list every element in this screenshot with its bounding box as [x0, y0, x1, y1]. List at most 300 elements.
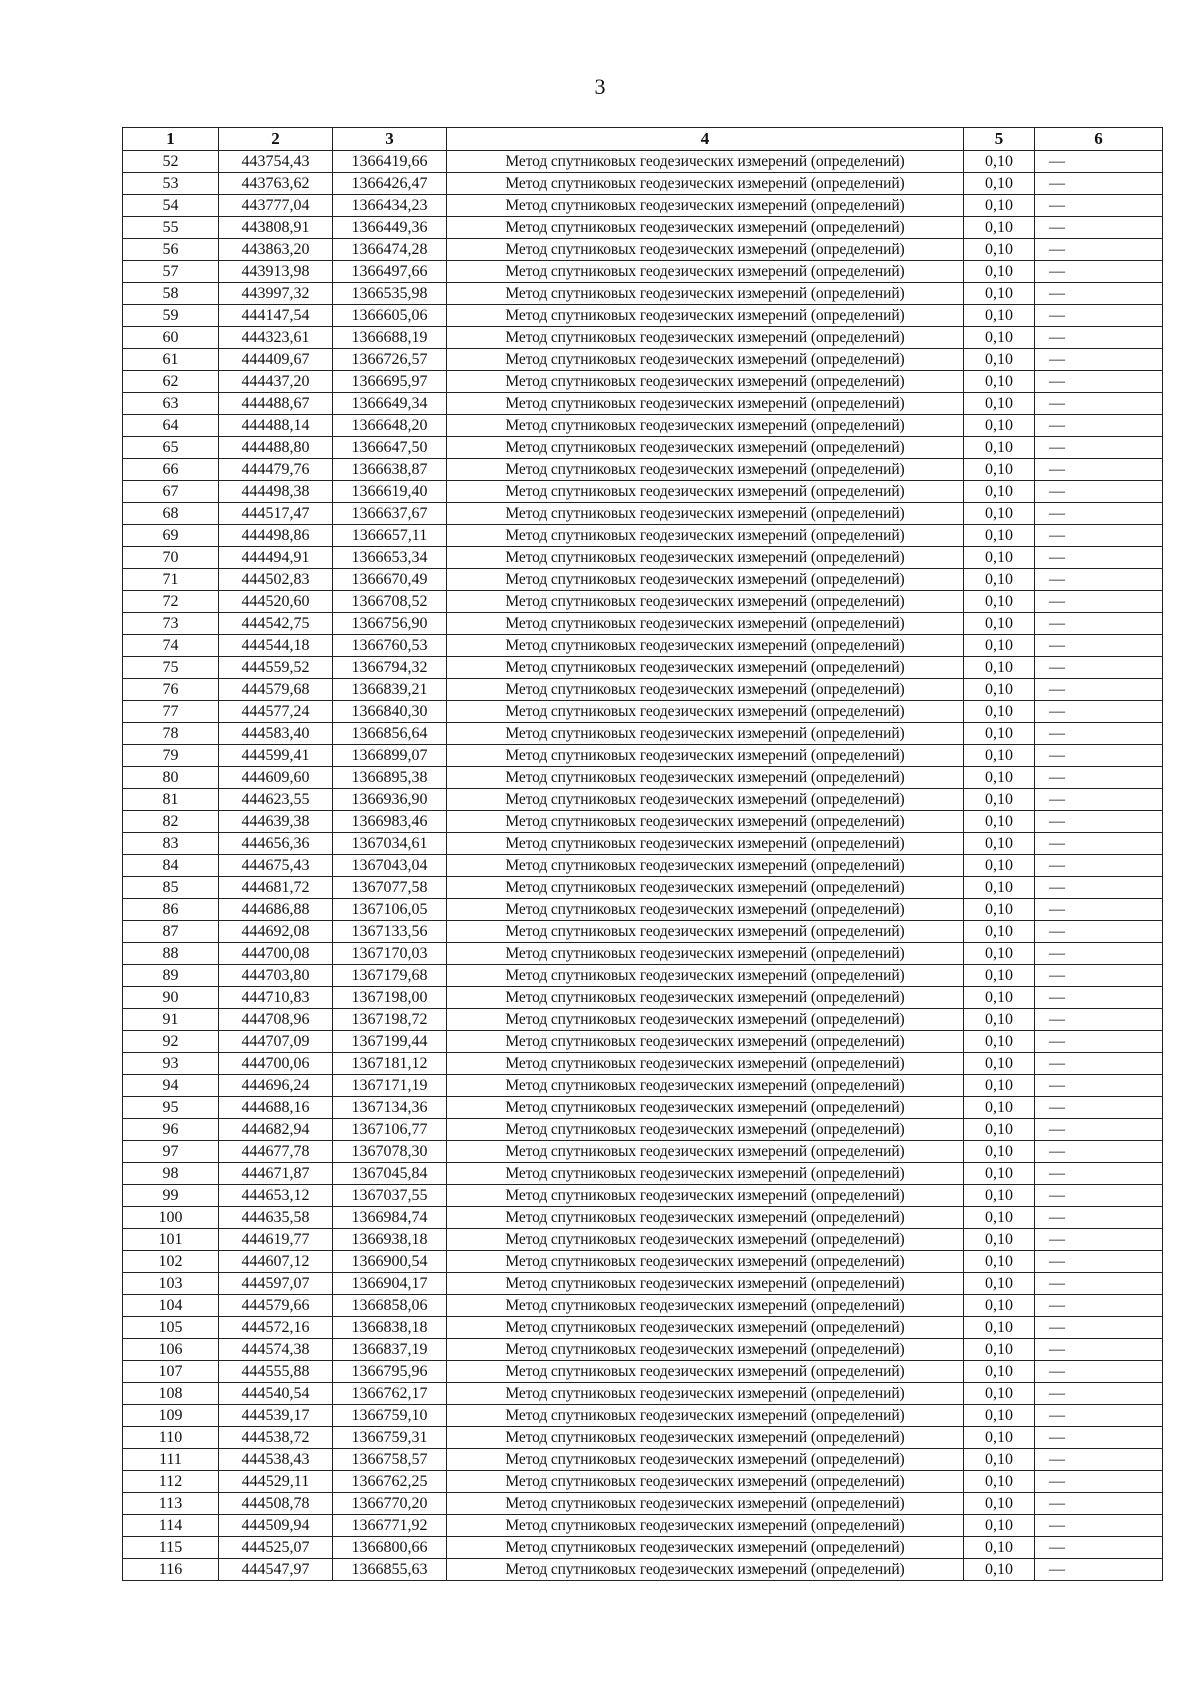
x-coordinate-cell: 444517,47 [219, 503, 333, 525]
note-cell: — [1035, 349, 1163, 371]
y-coordinate-cell: 1366936,90 [333, 789, 447, 811]
note-cell: — [1035, 459, 1163, 481]
point-number-cell: 102 [123, 1251, 219, 1273]
method-cell: Метод спутниковых геодезических измерений (определений) [447, 1031, 964, 1053]
accuracy-cell: 0,10 [964, 525, 1035, 547]
accuracy-cell: 0,10 [964, 371, 1035, 393]
method-cell: Метод спутниковых геодезических измерений (определений) [447, 261, 964, 283]
x-coordinate-cell: 444508,78 [219, 1493, 333, 1515]
table-row [123, 789, 1163, 811]
method-cell: Метод спутниковых геодезических измерений (определений) [447, 723, 964, 745]
accuracy-cell: 0,10 [964, 1361, 1035, 1383]
table-row [123, 679, 1163, 701]
note-cell: — [1035, 151, 1163, 173]
y-coordinate-cell: 1366900,54 [333, 1251, 447, 1273]
y-coordinate-cell: 1366726,57 [333, 349, 447, 371]
table-row [123, 547, 1163, 569]
table-row [123, 1273, 1163, 1295]
accuracy-cell: 0,10 [964, 1559, 1035, 1581]
note-cell: — [1035, 1009, 1163, 1031]
method-cell: Метод спутниковых геодезических измерений (определений) [447, 855, 964, 877]
x-coordinate-cell: 444623,55 [219, 789, 333, 811]
point-number-cell: 53 [123, 173, 219, 195]
accuracy-cell: 0,10 [964, 437, 1035, 459]
table-row [123, 503, 1163, 525]
accuracy-cell: 0,10 [964, 767, 1035, 789]
note-cell: — [1035, 1229, 1163, 1251]
point-number-cell: 66 [123, 459, 219, 481]
method-cell: Метод спутниковых геодезических измерений (определений) [447, 195, 964, 217]
x-coordinate-cell: 444696,24 [219, 1075, 333, 1097]
point-number-cell: 71 [123, 569, 219, 591]
method-cell: Метод спутниковых геодезических измерений (определений) [447, 1141, 964, 1163]
x-coordinate-cell: 444538,72 [219, 1427, 333, 1449]
table-row [123, 943, 1163, 965]
table-row [123, 1427, 1163, 1449]
method-cell: Метод спутниковых геодезических измерений (определений) [447, 1361, 964, 1383]
note-cell: — [1035, 1097, 1163, 1119]
y-coordinate-cell: 1367181,12 [333, 1053, 447, 1075]
table-row [123, 349, 1163, 371]
y-coordinate-cell: 1366657,11 [333, 525, 447, 547]
x-coordinate-cell: 444559,52 [219, 657, 333, 679]
table-row [123, 283, 1163, 305]
note-cell: — [1035, 1493, 1163, 1515]
table-row [123, 393, 1163, 415]
coordinates-table [122, 127, 1163, 1581]
method-cell: Метод спутниковых геодезических измерений (определений) [447, 1229, 964, 1251]
y-coordinate-cell: 1366800,66 [333, 1537, 447, 1559]
x-coordinate-cell: 444675,43 [219, 855, 333, 877]
point-number-cell: 105 [123, 1317, 219, 1339]
method-cell: Метод спутниковых геодезических измерений (определений) [447, 811, 964, 833]
table-row [123, 1449, 1163, 1471]
y-coordinate-cell: 1366838,18 [333, 1317, 447, 1339]
table-row [123, 855, 1163, 877]
method-cell: Метод спутниковых геодезических измерений (определений) [447, 1383, 964, 1405]
y-coordinate-cell: 1366899,07 [333, 745, 447, 767]
method-cell: Метод спутниковых геодезических измерений (определений) [447, 1163, 964, 1185]
x-coordinate-cell: 443913,98 [219, 261, 333, 283]
note-cell: — [1035, 1075, 1163, 1097]
point-number-cell: 78 [123, 723, 219, 745]
method-cell: Метод спутниковых геодезических измерений (определений) [447, 877, 964, 899]
accuracy-cell: 0,10 [964, 679, 1035, 701]
note-cell: — [1035, 195, 1163, 217]
method-cell: Метод спутниковых геодезических измерений (определений) [447, 437, 964, 459]
column-header-2: 2 [219, 128, 333, 151]
method-cell: Метод спутниковых геодезических измерений (определений) [447, 657, 964, 679]
table-row [123, 525, 1163, 547]
point-number-cell: 54 [123, 195, 219, 217]
y-coordinate-cell: 1366984,74 [333, 1207, 447, 1229]
y-coordinate-cell: 1366794,32 [333, 657, 447, 679]
accuracy-cell: 0,10 [964, 393, 1035, 415]
x-coordinate-cell: 444529,11 [219, 1471, 333, 1493]
y-coordinate-cell: 1367043,04 [333, 855, 447, 877]
table-row [123, 965, 1163, 987]
method-cell: Метод спутниковых геодезических измерений (определений) [447, 525, 964, 547]
note-cell: — [1035, 1251, 1163, 1273]
accuracy-cell: 0,10 [964, 1471, 1035, 1493]
note-cell: — [1035, 1185, 1163, 1207]
table-row [123, 1537, 1163, 1559]
table-row [123, 833, 1163, 855]
method-cell: Метод спутниковых геодезических измерений (определений) [447, 239, 964, 261]
accuracy-cell: 0,10 [964, 239, 1035, 261]
note-cell: — [1035, 305, 1163, 327]
y-coordinate-cell: 1367078,30 [333, 1141, 447, 1163]
table-row [123, 1009, 1163, 1031]
method-cell: Метод спутниковых геодезических измерений (определений) [447, 1251, 964, 1273]
table-row [123, 327, 1163, 349]
table-row [123, 811, 1163, 833]
table-row [123, 569, 1163, 591]
point-number-cell: 97 [123, 1141, 219, 1163]
y-coordinate-cell: 1366474,28 [333, 239, 447, 261]
accuracy-cell: 0,10 [964, 943, 1035, 965]
accuracy-cell: 0,10 [964, 701, 1035, 723]
accuracy-cell: 0,10 [964, 503, 1035, 525]
y-coordinate-cell: 1366647,50 [333, 437, 447, 459]
note-cell: — [1035, 943, 1163, 965]
point-number-cell: 88 [123, 943, 219, 965]
x-coordinate-cell: 444539,17 [219, 1405, 333, 1427]
table-row [123, 591, 1163, 613]
point-number-cell: 76 [123, 679, 219, 701]
x-coordinate-cell: 444409,67 [219, 349, 333, 371]
y-coordinate-cell: 1366758,57 [333, 1449, 447, 1471]
accuracy-cell: 0,10 [964, 1163, 1035, 1185]
note-cell: — [1035, 1471, 1163, 1493]
accuracy-cell: 0,10 [964, 1273, 1035, 1295]
table-row [123, 1251, 1163, 1273]
point-number-cell: 99 [123, 1185, 219, 1207]
y-coordinate-cell: 1366638,87 [333, 459, 447, 481]
accuracy-cell: 0,10 [964, 833, 1035, 855]
point-number-cell: 61 [123, 349, 219, 371]
point-number-cell: 108 [123, 1383, 219, 1405]
method-cell: Метод спутниковых геодезических измерений (определений) [447, 1471, 964, 1493]
table-row [123, 745, 1163, 767]
point-number-cell: 81 [123, 789, 219, 811]
note-cell: — [1035, 1119, 1163, 1141]
accuracy-cell: 0,10 [964, 591, 1035, 613]
x-coordinate-cell: 444479,76 [219, 459, 333, 481]
method-cell: Метод спутниковых геодезических измерений (определений) [447, 151, 964, 173]
x-coordinate-cell: 444579,68 [219, 679, 333, 701]
x-coordinate-cell: 444323,61 [219, 327, 333, 349]
method-cell: Метод спутниковых геодезических измерений (определений) [447, 1273, 964, 1295]
method-cell: Метод спутниковых геодезических измерений (определений) [447, 1317, 964, 1339]
accuracy-cell: 0,10 [964, 327, 1035, 349]
x-coordinate-cell: 443754,43 [219, 151, 333, 173]
y-coordinate-cell: 1366708,52 [333, 591, 447, 613]
note-cell: — [1035, 833, 1163, 855]
x-coordinate-cell: 444607,12 [219, 1251, 333, 1273]
x-coordinate-cell: 444509,94 [219, 1515, 333, 1537]
accuracy-cell: 0,10 [964, 1053, 1035, 1075]
method-cell: Метод спутниковых геодезических измерений (определений) [447, 393, 964, 415]
point-number-cell: 80 [123, 767, 219, 789]
method-cell: Метод спутниковых геодезических измерений (определений) [447, 1559, 964, 1581]
accuracy-cell: 0,10 [964, 1427, 1035, 1449]
table-row [123, 371, 1163, 393]
method-cell: Метод спутниковых геодезических измерений (определений) [447, 965, 964, 987]
method-cell: Метод спутниковых геодезических измерений (определений) [447, 1339, 964, 1361]
table-row [123, 481, 1163, 503]
table-row [123, 1405, 1163, 1427]
method-cell: Метод спутниковых геодезических измерений (определений) [447, 481, 964, 503]
x-coordinate-cell: 444494,91 [219, 547, 333, 569]
accuracy-cell: 0,10 [964, 569, 1035, 591]
accuracy-cell: 0,10 [964, 965, 1035, 987]
point-number-cell: 92 [123, 1031, 219, 1053]
method-cell: Метод спутниковых геодезических измерений (определений) [447, 1449, 964, 1471]
method-cell: Метод спутниковых геодезических измерений (определений) [447, 1053, 964, 1075]
x-coordinate-cell: 444538,43 [219, 1449, 333, 1471]
accuracy-cell: 0,10 [964, 877, 1035, 899]
accuracy-cell: 0,10 [964, 1097, 1035, 1119]
method-cell: Метод спутниковых геодезических измерений (определений) [447, 1207, 964, 1229]
method-cell: Метод спутниковых геодезических измерений (определений) [447, 701, 964, 723]
y-coordinate-cell: 1366426,47 [333, 173, 447, 195]
point-number-cell: 114 [123, 1515, 219, 1537]
table-row [123, 1141, 1163, 1163]
table-row [123, 239, 1163, 261]
y-coordinate-cell: 1366855,63 [333, 1559, 447, 1581]
method-cell: Метод спутниковых геодезических измерений (определений) [447, 789, 964, 811]
column-header-3: 3 [333, 128, 447, 151]
note-cell: — [1035, 239, 1163, 261]
table-row [123, 415, 1163, 437]
y-coordinate-cell: 1366619,40 [333, 481, 447, 503]
point-number-cell: 67 [123, 481, 219, 503]
x-coordinate-cell: 443777,04 [219, 195, 333, 217]
x-coordinate-cell: 444700,08 [219, 943, 333, 965]
x-coordinate-cell: 444555,88 [219, 1361, 333, 1383]
note-cell: — [1035, 591, 1163, 613]
accuracy-cell: 0,10 [964, 1317, 1035, 1339]
note-cell: — [1035, 1207, 1163, 1229]
method-cell: Метод спутниковых геодезических измерений (определений) [447, 1295, 964, 1317]
accuracy-cell: 0,10 [964, 723, 1035, 745]
table-row [123, 1515, 1163, 1537]
table-row [123, 217, 1163, 239]
x-coordinate-cell: 443997,32 [219, 283, 333, 305]
method-cell: Метод спутниковых геодезических измерений (определений) [447, 943, 964, 965]
accuracy-cell: 0,10 [964, 635, 1035, 657]
y-coordinate-cell: 1367045,84 [333, 1163, 447, 1185]
note-cell: — [1035, 1163, 1163, 1185]
note-cell: — [1035, 1295, 1163, 1317]
page-number: 3 [594, 74, 606, 99]
table-row [123, 877, 1163, 899]
y-coordinate-cell: 1366983,46 [333, 811, 447, 833]
point-number-cell: 62 [123, 371, 219, 393]
table-row [123, 1471, 1163, 1493]
x-coordinate-cell: 444686,88 [219, 899, 333, 921]
y-coordinate-cell: 1366759,31 [333, 1427, 447, 1449]
y-coordinate-cell: 1366938,18 [333, 1229, 447, 1251]
accuracy-cell: 0,10 [964, 1009, 1035, 1031]
column-header-4: 4 [447, 128, 964, 151]
note-cell: — [1035, 569, 1163, 591]
y-coordinate-cell: 1366648,20 [333, 415, 447, 437]
note-cell: — [1035, 261, 1163, 283]
method-cell: Метод спутниковых геодезических измерений (определений) [447, 1185, 964, 1207]
note-cell: — [1035, 173, 1163, 195]
table-row [123, 1075, 1163, 1097]
table-row [123, 173, 1163, 195]
note-cell: — [1035, 1317, 1163, 1339]
y-coordinate-cell: 1367171,19 [333, 1075, 447, 1097]
point-number-cell: 93 [123, 1053, 219, 1075]
table-row [123, 1097, 1163, 1119]
note-cell: — [1035, 723, 1163, 745]
point-number-cell: 96 [123, 1119, 219, 1141]
table-row [123, 1185, 1163, 1207]
note-cell: — [1035, 965, 1163, 987]
note-cell: — [1035, 1559, 1163, 1581]
y-coordinate-cell: 1366670,49 [333, 569, 447, 591]
x-coordinate-cell: 444488,80 [219, 437, 333, 459]
table-row [123, 305, 1163, 327]
y-coordinate-cell: 1367198,72 [333, 1009, 447, 1031]
table-row [123, 657, 1163, 679]
x-coordinate-cell: 444574,38 [219, 1339, 333, 1361]
method-cell: Метод спутниковых геодезических измерений (определений) [447, 591, 964, 613]
table-row [123, 459, 1163, 481]
table-row [123, 899, 1163, 921]
x-coordinate-cell: 444688,16 [219, 1097, 333, 1119]
x-coordinate-cell: 444700,06 [219, 1053, 333, 1075]
note-cell: — [1035, 1405, 1163, 1427]
x-coordinate-cell: 444677,78 [219, 1141, 333, 1163]
point-number-cell: 91 [123, 1009, 219, 1031]
method-cell: Метод спутниковых геодезических измерений (определений) [447, 1493, 964, 1515]
y-coordinate-cell: 1367134,36 [333, 1097, 447, 1119]
point-number-cell: 107 [123, 1361, 219, 1383]
accuracy-cell: 0,10 [964, 1185, 1035, 1207]
point-number-cell: 70 [123, 547, 219, 569]
accuracy-cell: 0,10 [964, 1229, 1035, 1251]
note-cell: — [1035, 657, 1163, 679]
method-cell: Метод спутниковых геодезических измерений (определений) [447, 305, 964, 327]
point-number-cell: 74 [123, 635, 219, 657]
y-coordinate-cell: 1366840,30 [333, 701, 447, 723]
accuracy-cell: 0,10 [964, 283, 1035, 305]
point-number-cell: 103 [123, 1273, 219, 1295]
note-cell: — [1035, 1361, 1163, 1383]
note-cell: — [1035, 767, 1163, 789]
x-coordinate-cell: 444520,60 [219, 591, 333, 613]
table-row [123, 261, 1163, 283]
point-number-cell: 95 [123, 1097, 219, 1119]
x-coordinate-cell: 444692,08 [219, 921, 333, 943]
y-coordinate-cell: 1367077,58 [333, 877, 447, 899]
method-cell: Метод спутниковых геодезических измерений (определений) [447, 635, 964, 657]
y-coordinate-cell: 1366688,19 [333, 327, 447, 349]
method-cell: Метод спутниковых геодезических измерений (определений) [447, 1405, 964, 1427]
point-number-cell: 69 [123, 525, 219, 547]
note-cell: — [1035, 481, 1163, 503]
point-number-cell: 68 [123, 503, 219, 525]
accuracy-cell: 0,10 [964, 349, 1035, 371]
note-cell: — [1035, 1537, 1163, 1559]
x-coordinate-cell: 444639,38 [219, 811, 333, 833]
y-coordinate-cell: 1366839,21 [333, 679, 447, 701]
point-number-cell: 94 [123, 1075, 219, 1097]
point-number-cell: 73 [123, 613, 219, 635]
method-cell: Метод спутниковых геодезических измерений (определений) [447, 613, 964, 635]
method-cell: Метод спутниковых геодезических измерений (определений) [447, 1427, 964, 1449]
x-coordinate-cell: 444708,96 [219, 1009, 333, 1031]
accuracy-cell: 0,10 [964, 1141, 1035, 1163]
table-row [123, 1493, 1163, 1515]
x-coordinate-cell: 444599,41 [219, 745, 333, 767]
point-number-cell: 63 [123, 393, 219, 415]
x-coordinate-cell: 444437,20 [219, 371, 333, 393]
point-number-cell: 64 [123, 415, 219, 437]
y-coordinate-cell: 1366759,10 [333, 1405, 447, 1427]
y-coordinate-cell: 1367106,05 [333, 899, 447, 921]
point-number-cell: 109 [123, 1405, 219, 1427]
method-cell: Метод спутниковых геодезических измерений (определений) [447, 987, 964, 1009]
point-number-cell: 59 [123, 305, 219, 327]
note-cell: — [1035, 987, 1163, 1009]
point-number-cell: 86 [123, 899, 219, 921]
x-coordinate-cell: 444579,66 [219, 1295, 333, 1317]
point-number-cell: 98 [123, 1163, 219, 1185]
table-row [123, 723, 1163, 745]
accuracy-cell: 0,10 [964, 855, 1035, 877]
accuracy-cell: 0,10 [964, 1207, 1035, 1229]
note-cell: — [1035, 1273, 1163, 1295]
y-coordinate-cell: 1367170,03 [333, 943, 447, 965]
note-cell: — [1035, 613, 1163, 635]
point-number-cell: 57 [123, 261, 219, 283]
y-coordinate-cell: 1366605,06 [333, 305, 447, 327]
note-cell: — [1035, 1515, 1163, 1537]
point-number-cell: 106 [123, 1339, 219, 1361]
point-number-cell: 65 [123, 437, 219, 459]
method-cell: Метод спутниковых геодезических измерений (определений) [447, 1009, 964, 1031]
method-cell: Метод спутниковых геодезических измерений (определений) [447, 1097, 964, 1119]
point-number-cell: 56 [123, 239, 219, 261]
note-cell: — [1035, 437, 1163, 459]
accuracy-cell: 0,10 [964, 1251, 1035, 1273]
note-cell: — [1035, 283, 1163, 305]
accuracy-cell: 0,10 [964, 151, 1035, 173]
column-header-6: 6 [1035, 128, 1163, 151]
x-coordinate-cell: 443863,20 [219, 239, 333, 261]
method-cell: Метод спутниковых геодезических измерений (определений) [447, 459, 964, 481]
note-cell: — [1035, 547, 1163, 569]
method-cell: Метод спутниковых геодезических измерений (определений) [447, 415, 964, 437]
x-coordinate-cell: 444635,58 [219, 1207, 333, 1229]
column-header-5: 5 [964, 128, 1035, 151]
table-row [123, 1053, 1163, 1075]
method-cell: Метод спутниковых геодезических измерений (определений) [447, 283, 964, 305]
x-coordinate-cell: 443808,91 [219, 217, 333, 239]
table-row [123, 1119, 1163, 1141]
point-number-cell: 116 [123, 1559, 219, 1581]
table-row [123, 1295, 1163, 1317]
method-cell: Метод спутниковых геодезических измерений (определений) [447, 679, 964, 701]
note-cell: — [1035, 877, 1163, 899]
y-coordinate-cell: 1366434,23 [333, 195, 447, 217]
